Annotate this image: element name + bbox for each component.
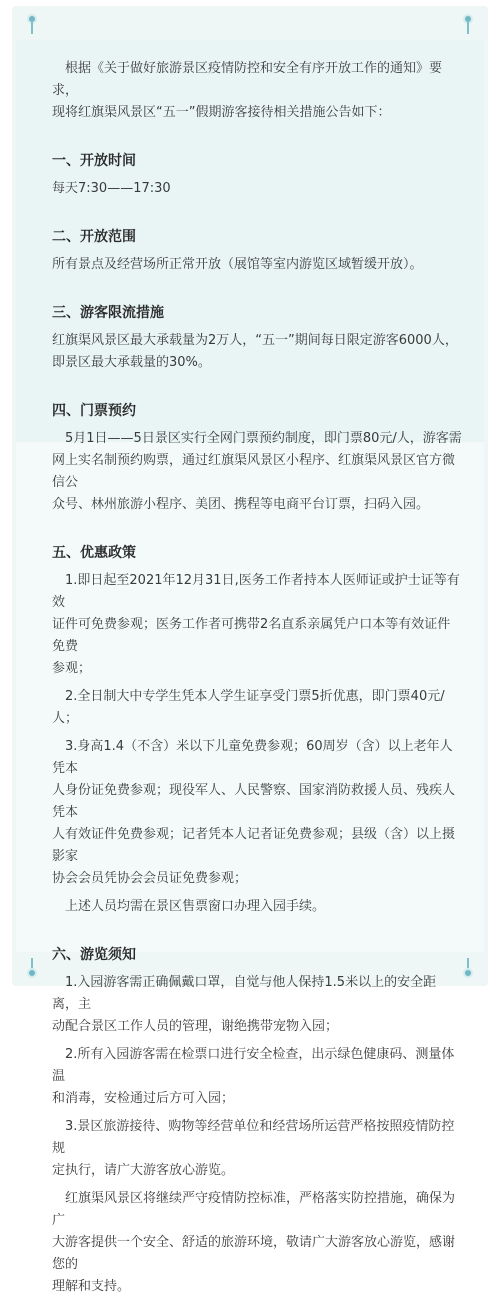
pin-icon [463,14,473,34]
section-title: 一、开放时间 [52,153,136,169]
pin-icon [463,958,473,978]
section-line: 大游客提供一个安全、舒适的旅游环境，敬请广大游客放心游览，感谢您的 [52,1235,456,1272]
section-line: 证件可免费参观；医务工作者可携带2名直系亲属凭户口本等有效证件免费 [52,617,451,654]
pin-icon [27,14,37,34]
section-line: 人身份证免费参观；现役军人、人民警察、国家消防救援人员、残疾人凭本 [52,783,456,820]
section-line: 所有景点及经营场所正常开放（展馆等室内游览区域暂缓开放）。 [52,257,423,272]
section-line: 2.全日制大中专学生凭本人学生证享受门票5折优惠，即门票40元/人； [52,689,445,726]
section-line: 众号、林州旅游小程序、美团、携程等电商平台订票，扫码入园。 [52,497,430,512]
section-line: 1.即日起至2021年12月31日,医务工作者持本人医师证或护士证等有效 [52,573,460,610]
section-line: 3.身高1.4（不含）米以下儿童免费参观；60周岁（含）以上老年人凭本 [52,739,453,776]
section-line: 上述人员均需在景区售票窗口办理入园手续。 [65,899,326,914]
section-line: 理解和支持。 [52,1279,131,1294]
section-line: 5月1日——5日景区实行全网门票预约制度，即门票80元/人，游客需 [65,431,462,446]
section-line: 即景区最大承载量的30%。 [52,355,211,370]
section-title: 三、游客限流措施 [52,305,164,321]
section-line: 人有效证件免费参观；记者凭本人记者证免费参观；县级（含）以上摄影家 [52,827,456,864]
section-line: 动配合景区工作人员的管理，谢绝携带宠物入园； [52,1019,339,1034]
section-line: 红旗渠风景区将继续严守疫情防控标准，严格落实防控措施，确保为广 [52,1191,456,1228]
section-line: 每天7:30——17:30 [52,181,171,196]
section-title: 六、游览须知 [52,947,136,963]
section-line: 1.入园游客需正确佩戴口罩，自觉与他人保持1.5米以上的安全距离，主 [52,975,437,1012]
notice-content [52,58,462,1298]
intro-line: 根据《关于做好旅游景区疫情防控和安全有序开放工作的通知》要求， [52,61,443,98]
section-line: 3.景区旅游接待、购物等经营单位和经营场所运营严格按照疫情防控规 [52,1119,455,1156]
section-line: 参观； [52,661,92,676]
section-line: 2.所有入园游客需在检票口进行安全检查，出示绿色健康码、测量体温 [52,1047,455,1084]
section-title: 五、优惠政策 [52,545,136,561]
section-line: 和消毒，安检通过后方可入园； [52,1091,235,1106]
section-line: 协会会员凭协会会员证免费参观； [52,871,248,886]
section-title: 二、开放范围 [52,229,136,245]
section-line: 红旗渠风景区最大承载量为2万人，“五一”期间每日限定游客6000人， [52,333,458,348]
intro-line: 现将红旗渠风景区“五一”假期游客接待相关措施公告如下： [52,105,391,120]
section-title: 四、门票预约 [52,403,136,419]
section-line: 定执行，请广大游客放心游览。 [52,1163,235,1178]
pin-icon [27,958,37,978]
section-line: 网上实名制预约购票，通过红旗渠风景区小程序、红旗渠风景区官方微信公 [52,453,456,490]
